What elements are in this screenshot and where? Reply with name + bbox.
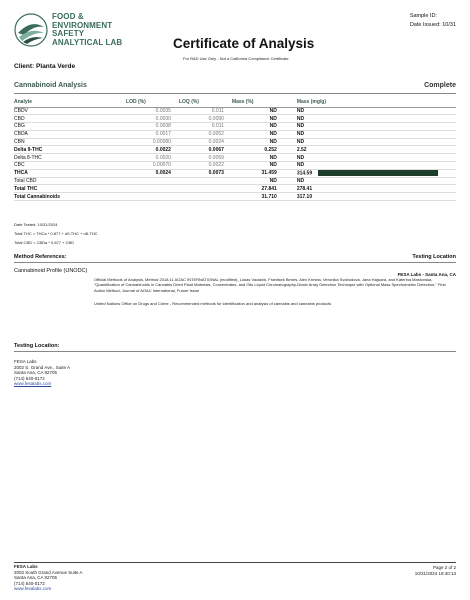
method-profile: Cannabinoid Profile (UNODC) [14,268,88,274]
analyte-name: Delta 9-THC [14,146,126,154]
analyte-name: Total THC [14,185,126,193]
mass-mg-value: ND [283,115,456,123]
mass-pct-value: 0.252 [232,146,283,154]
sample-meta [410,12,456,30]
table-row [14,130,456,138]
lab-phone: (714) 540-0172 [14,375,45,381]
mass-pct-value: ND [232,177,283,185]
mass-pct-value: 31.710 [232,193,283,201]
logo-line: SAFETY [52,29,85,38]
lod-value: 0.0024 [126,169,179,177]
mass-pct-value: ND [232,123,283,131]
lab-logo [14,10,164,50]
loq-value: 0.011 [179,107,232,115]
lod-value: 0.0017 [126,130,179,138]
logo-line: ENVIRONMENT [52,20,113,30]
mass-pct-value: ND [232,154,283,162]
date-issued-label: Date Issued: [409,22,441,28]
footer-website-link[interactable]: www.fesalabs.com [14,586,52,591]
lab-name: FESA Labs [14,359,37,364]
loq-value: 0.0052 [179,130,232,138]
mass-mg-value: ND [283,138,456,146]
unodc-reference-text: United Nations Office on Drugs and Crime - Recommended methods for identification and analysis of cannabis and cannabis products [94,301,332,306]
lod-value: 0.0022 [126,146,179,154]
section-title: Cannabinoid Analysis [14,82,87,89]
cannabinoid-table [14,98,456,201]
date-tested: Date Tested: 10/31/2024 [14,222,58,227]
mass-mg-value: 317.10 [283,193,456,201]
total-thc-formula: Total THC = THCa * 0.877 + d9-THC + d8-THC [14,231,98,236]
testing-location-heading: Testing Location [412,254,456,260]
loq-value: 0.0073 [179,169,232,177]
section-divider [14,93,456,94]
method-reference-text: Official Methods of Analysis, Method 2018.11 AOAC INTERNATIONAL (modified), Lukas Vaclavik, Frantisek Benes, Alex Krmela, Veronika Svobodova, Jana Hajsova, and Katerina Mastovska, "Quantification of Cannabinoids in Cannabis Dried Plant Materials, Concentrates, and Oils Liquid Chromatography-Diode Array Detection Technique with Optional Mass Spectrometric Detection," First Action Method, Journal of AOAC International, Future Issue [94,277,446,293]
footer-divider [14,562,456,563]
mass-mg-value: ND [283,130,456,138]
column-header: Mass (mg/g) [283,98,456,107]
loq-value: 0.0024 [179,138,232,146]
mass-mg-value: ND [283,123,456,131]
method-references-label: Method References: [14,254,67,260]
sample-id-label: Sample ID: [409,13,438,19]
lab-logo-icon [14,13,48,47]
mass-pct-value: ND [232,107,283,115]
mass-mg-value: 2.52 [283,146,456,154]
loq-value: 0.0067 [179,146,232,154]
lod-value: 0.00070 [126,162,179,170]
lod-value: 0.0035 [126,107,179,115]
analyte-name: CBD [14,115,126,123]
analyte-name: Total Cannabinoids [14,193,126,201]
table-row [14,154,456,162]
page-number: Page 2 of 2 [432,565,456,570]
calculation-notes [14,220,98,247]
lod-value [126,193,179,201]
footer-phone: (714) 540-0172 [14,580,45,586]
lab-street: 2002 S. Grand Ave., Suite A [14,364,70,370]
footer-address [14,564,82,592]
footer-page-info [415,565,456,577]
footer-city: Santa Ana, CA 92705 [14,575,58,580]
loq-value [179,185,232,193]
table-row [14,115,456,123]
column-header: LOQ (%) [179,98,232,107]
table-row [14,193,456,201]
loq-value [179,193,232,201]
lod-value: 0.0038 [126,123,179,131]
total-cbd-formula: Total CBD = CBDa * 0.877 + CBD [14,240,75,245]
mass-pct-value: ND [232,162,283,170]
lab-location: FESA Labs - Santa Ana, CA [397,272,456,277]
loq-value: 0.0090 [179,115,232,123]
lod-value [126,177,179,185]
page-title: Certificate of Analysis [173,36,315,51]
lab-website-link[interactable]: www.fesalabs.com [14,381,52,387]
logo-line: ANALYTICAL LAB [52,37,123,47]
table-row [14,162,456,170]
mass-pct-value: 31.459 [232,169,283,177]
analyte-name: Total CBD [14,177,126,185]
mass-mg-value: ND [283,177,456,185]
table-row [14,123,456,131]
date-issued [410,21,456,30]
analyte-name: Delta 8-THC [14,154,126,162]
table-row [14,169,456,177]
method-divider [14,262,456,263]
analyte-name: CBG [14,123,126,131]
footer-lab-name: FESA Labs [14,564,38,569]
table-row [14,177,456,185]
footer-street: 2002 South Grand Avenue Suite A [14,569,83,575]
client-name: Planta Verde [36,63,76,70]
analyte-name: CBDV [14,107,126,115]
mass-mg-value: 278.41 [283,185,456,193]
loq-value [179,177,232,185]
status-badge: Complete [424,82,456,89]
logo-line: FOOD & [52,12,84,21]
lab-city: Santa Ana, CA 92705 [14,370,58,376]
lab-logo-text [52,13,122,47]
mass-mg-value: ND [283,154,456,162]
client-label: Client: [14,63,35,70]
table-row [14,138,456,146]
highlight-bar [318,170,438,176]
column-header: LOD (%) [126,98,179,107]
rd-note: For R&D Use Only - Not a California Compliance Certificate [183,56,289,61]
mass-pct-value: 27.841 [232,185,283,193]
mass-mg-cell [283,169,456,177]
analyte-name: CBN [14,138,126,146]
table-row [14,185,456,193]
mass-pct-value: ND [232,130,283,138]
analyte-name: CBDA [14,130,126,138]
loq-value: 0.0022 [179,162,232,170]
footer-timestamp: 10/31/2024 18:40:13 [414,571,456,576]
table-header-row [14,98,456,107]
date-issued-value: 10/31 [442,22,456,28]
mass-pct-value: ND [232,138,283,146]
lod-value [126,185,179,193]
testing-location-label: Testing Location: [14,343,60,349]
testing-location-address [14,359,70,387]
lod-value: 0.0020 [126,154,179,162]
mass-mg-value: 314.59 [296,170,313,177]
mass-pct-value: ND [232,115,283,123]
analyte-name: THCA [14,169,126,177]
table-row [14,146,456,154]
lod-value: 0.0030 [126,115,179,123]
mass-mg-value: ND [283,107,456,115]
mass-mg-value: ND [283,162,456,170]
loq-value: 0.011 [179,123,232,131]
column-header: Analyte [14,98,126,107]
client-line [14,63,75,70]
table-row [14,107,456,115]
loq-value: 0.0059 [179,154,232,162]
lod-value: 0.00080 [126,138,179,146]
column-header: Mass (%) [232,98,283,107]
analyte-name: CBC [14,162,126,170]
testing-location-divider [14,351,456,352]
